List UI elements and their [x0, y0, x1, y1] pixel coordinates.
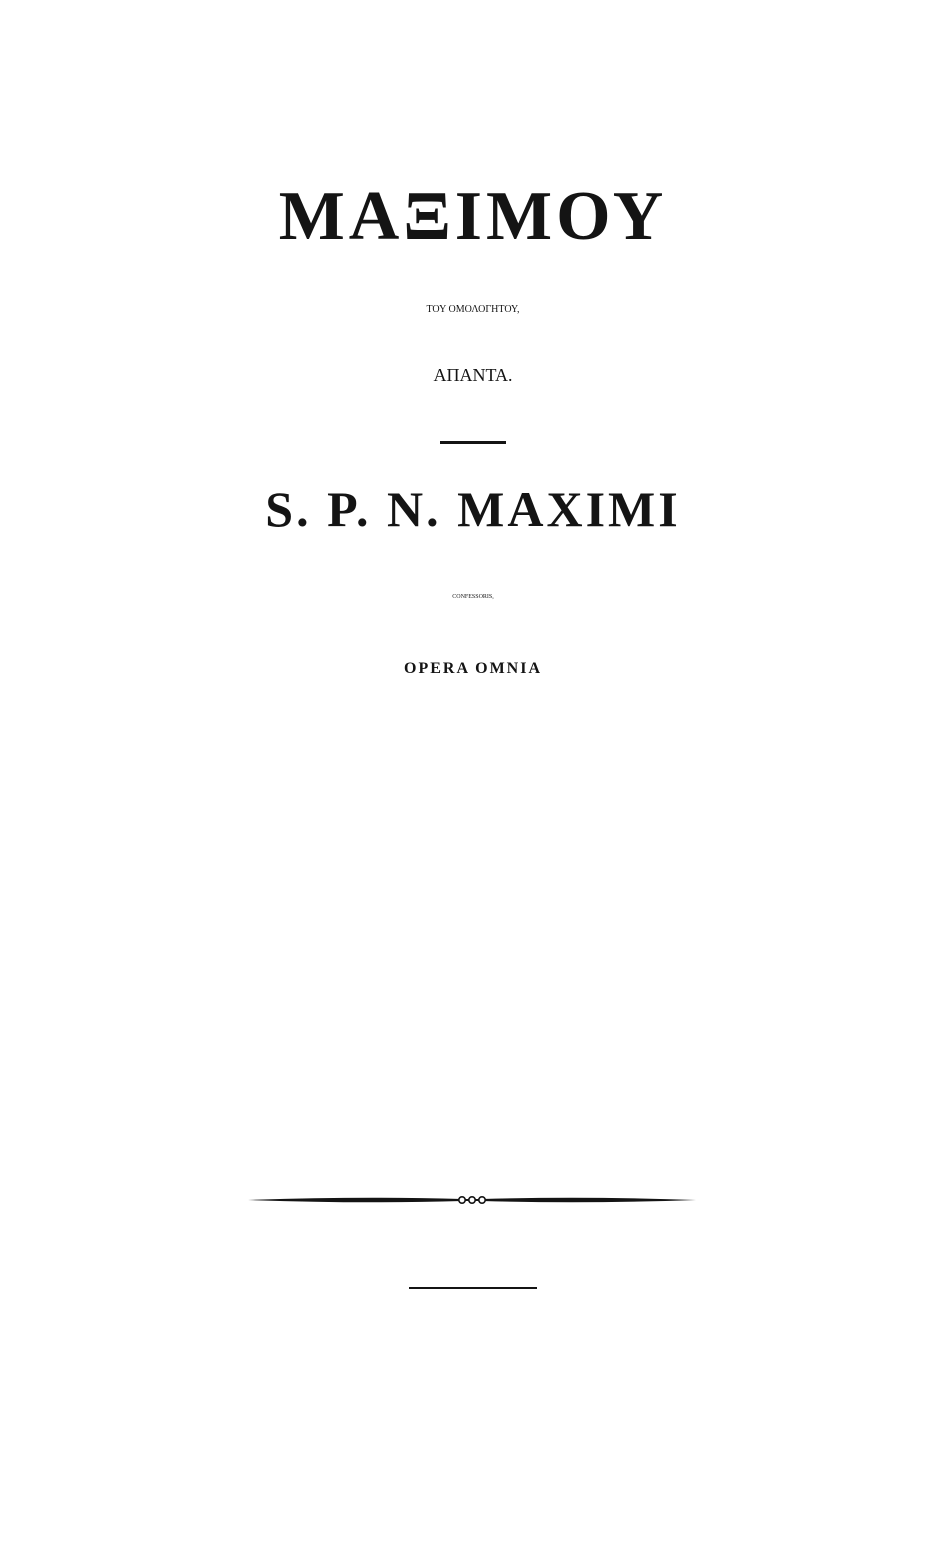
- price-rule-top: [409, 1287, 537, 1289]
- latin-author-name: S. P. N. MAXIMI: [265, 481, 681, 537]
- ornamental-divider: [248, 1193, 696, 1207]
- latin-epithet: CONFESSORIS,: [452, 594, 494, 600]
- greek-works: ΑΠΑΝΤΑ.: [433, 365, 513, 385]
- greek-epithet: ΤΟΥ ΟΜΟΛΟΓΗΤΟΥ,: [426, 304, 520, 315]
- greek-author-name: ΜΑΞΙΜΟΥ: [278, 178, 668, 255]
- title-divider: [440, 441, 506, 444]
- latin-works: OPERA OMNIA: [404, 660, 542, 677]
